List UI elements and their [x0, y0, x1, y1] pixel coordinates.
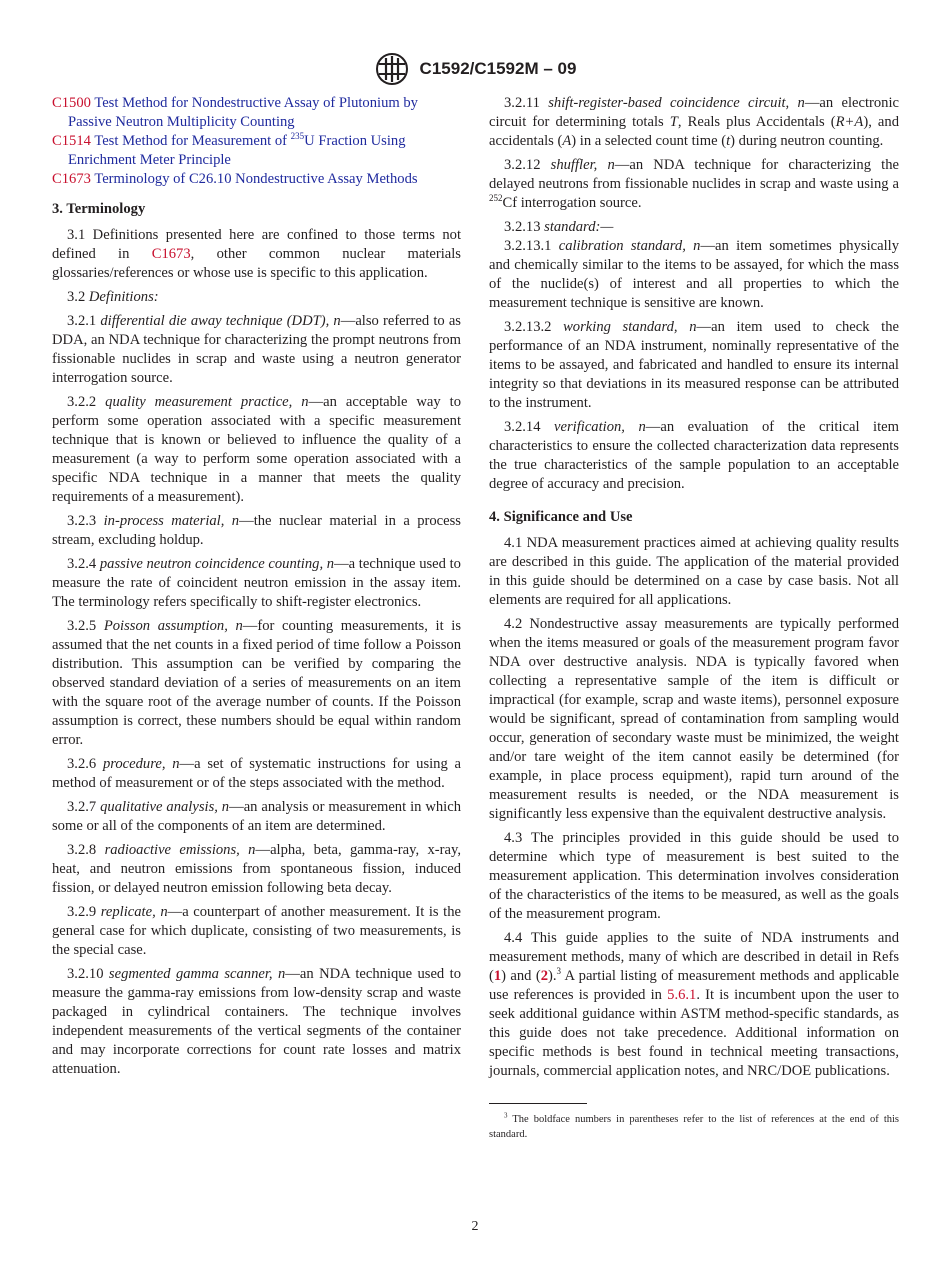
definition-3-2-13: 3.2.13 standard:—	[504, 219, 614, 235]
terminology-link[interactable]: C1673	[151, 246, 191, 262]
definition-term: verification, n	[554, 419, 646, 435]
definition-item: 3.2.14 verification, n—an evaluation of the critical item characteristics to ensure the collected characterization data represents the true characteristics of the sample population to an acceptable degree of accuracy and precision.	[489, 419, 899, 492]
reference-title[interactable]: Terminology of C26.10 Nondestructive Assay Methods	[94, 171, 418, 187]
definition-term: qualitative analysis, n	[100, 799, 230, 815]
definitions-list	[489, 237, 899, 494]
definition-item: 3.2.3 in-process material, n—the nuclear material in a process stream, excluding holdup.	[52, 513, 461, 548]
definition-term: passive neutron coincidence counting, n	[99, 556, 335, 572]
reference-title[interactable]: Test Method for Measurement of $^{235}$U Fraction Using Enrichment Meter Principle	[68, 131, 406, 168]
reference-link[interactable]: 2	[540, 968, 548, 984]
definition-item: 3.2.4 passive neutron coincidence counting, n—a technique used to measure the rate of coincident neutron emission in the assay item. The terminology refers specifically to shift-register electronics.	[52, 556, 461, 610]
section-link[interactable]: 5.6.1	[667, 987, 697, 1003]
footnote: $^3$ The boldface numbers in parentheses refer to the list of references at the end of this standard.	[489, 1111, 899, 1140]
paragraph-3-2: 3.2 Definitions:	[67, 289, 159, 305]
definition-item: 3.2.6 procedure, n—a set of systematic instructions for using a method of measurement or of the steps associated with the method.	[52, 756, 461, 791]
footnote-marker[interactable]: 3	[556, 966, 561, 977]
definition-item: 3.2.13.2 working standard, n—an item used to check the performance of an NDA instrument, nominally representative of the items to be assayed, and fabricated and handled to ensure its internal integrity so that deviations in its measured response can be attributed to the instrument.	[489, 319, 900, 411]
definition-term: radioactive emissions, n	[104, 842, 256, 858]
paragraph-3-1: 3.1 Definitions presented here are confined to those terms not defined in C1673, other common nuclear materials glossaries/references or whose use is specific to this application.	[52, 227, 461, 281]
reference-item	[52, 170, 461, 189]
page-header	[0, 52, 950, 86]
definition-term: in-process material, n	[103, 513, 240, 529]
reference-code[interactable]: C1500	[52, 95, 91, 111]
definition-item: 3.2.9 replicate, n—a counterpart of another measurement. It is the general case for which duplicate, consisting of two measurements, is the special case.	[52, 904, 462, 958]
definition-item: 3.2.10 segmented gamma scanner, n—an NDA technique used to measure the gamma-ray emissions from low-density scrap and waste packaged in cylindrical containers. The technique involves independent measurements of the vertical segments of the container and may incorporate corrections for count rate losses and matrix attenuation.	[52, 966, 462, 1077]
definition-item: 3.2.7 qualitative analysis, n—an analysis or measurement in which some or all of the components of an item are determined.	[52, 799, 461, 834]
definition-term: procedure, n	[102, 756, 180, 772]
definition-3-2-12: 3.2.12 shuffler, n—an NDA technique for characterizing the delayed neutrons from fissionable nuclides in scrap and waste using a $^{252}$Cf interrogation source.	[489, 157, 899, 211]
paragraph-4-4: 4.4 This guide applies to the suite of NDA instruments and measurement methods, many of which are described in detail in Refs (1) and (2).$^3$ A partial listing of measurement methods and applicable use references is provided in 5.6.1. It is incumbent upon the user to seek additional guidance within ASTM method-specific standards, as this guide does not take precedence. Additional information on specific methods is best found in technical meeting transactions, journals, commercial application notes, and NRC/DOE publications.	[489, 930, 900, 1079]
definition-item: 3.2.13.1 calibration standard, n—an item sometimes physically and chemically similar to the items to be assayed, for which the mass of the nuclide(s) of interest and all properties to which the measurement technique is sensitive are known.	[489, 238, 899, 311]
definition-term: replicate, n	[100, 904, 168, 920]
paragraph-4-2: 4.2 Nondestructive assay measurements are typically performed when the items measured or goals of the measurement program favor NDA over destructive analysis. NDA is typically favored when collecting a representative sample of the item is difficult or impractical (for example, scrap and waste items), personnel exposure would be significant, spread of contamination from sampling would occur, generation of secondary waste must be minimized, the weight and/or tare weight of the item cannot easily be determined (for example, in place process equipment), rapid turn around of the measurement results is needed, or the NDA measurement is significantly less expensive than the equivalent destructive analysis.	[489, 616, 899, 822]
astm-logo-icon	[374, 52, 410, 86]
definition-item: 3.2.1 differential die away technique (DDT), n—also referred to as DDA, an NDA technique for characterizing the prompt neutrons from fissionable nuclides in scrap and waste using a neutron generator interrogation source.	[52, 313, 461, 386]
reference-code[interactable]: C1673	[52, 171, 91, 187]
document-designation: C1592/C1592M – 09	[419, 59, 577, 78]
definition-term: working standard, n	[563, 319, 697, 335]
definition-term: quality measurement practice, n	[105, 394, 309, 410]
section-heading: 3. Terminology	[52, 201, 146, 217]
reference-title[interactable]: Test Method for Nondestructive Assay of Plutonium by Passive Neutron Multiplicity Counting	[68, 95, 418, 130]
reference-link[interactable]: 1	[493, 968, 502, 984]
section-heading: 4. Significance and Use	[489, 509, 633, 525]
definition-term: Poisson assumption, n	[103, 618, 243, 634]
definition-term: differential die away technique (DDT), n	[100, 313, 341, 329]
definition-item: 3.2.8 radioactive emissions, n—alpha, beta, gamma-ray, x-ray, heat, and neutron emissions from spontaneous fission, induced fission, or delayed neutron emission following beta decay.	[52, 842, 462, 896]
page-number: 2	[471, 1219, 479, 1234]
definition-term: segmented gamma scanner, n	[108, 966, 286, 982]
reference-code[interactable]: C1514	[52, 133, 91, 149]
definitions-list	[52, 312, 461, 1079]
definition-term: calibration standard, n	[558, 238, 701, 254]
footnote-divider	[489, 1103, 587, 1104]
reference-item	[52, 94, 461, 132]
right-column	[489, 94, 899, 1142]
definition-3-2-11: 3.2.11 shift-register-based coincidence circuit, n—an electronic circuit for determining totals T, Reals plus Accidentals (R+A), and accidentals (A) in a selected count time (t) during neutron counting.	[489, 95, 900, 149]
definition-item: 3.2.2 quality measurement practice, n—an acceptable way to perform some operation associated with a specific measurement technique that is known or believed to influence the quality of a measurement (a way to perform some operation associated with a specific NDA technique in a manner that meets the quality requirements of a measurement).	[52, 394, 462, 505]
definition-item: 3.2.5 Poisson assumption, n—for counting measurements, it is assumed that the net counts in a fixed period of time follow a Poisson distribution. This assumption can be verified by comparing the observed standard deviation of a series of measurements on an item with the square root of the average number of counts. If the Poisson assumption is correct, these numbers should be equal within random error.	[52, 618, 462, 748]
left-column	[52, 94, 461, 1084]
paragraph-4-1: 4.1 NDA measurement practices aimed at achieving quality results are described in this guide. The application of the material provided in this guide should be determined on a case by case basis. Not all elements are required for all applications.	[489, 535, 899, 608]
paragraph-4-3: 4.3 The principles provided in this guide should be used to determine which type of measurement is best suited to the measurement application. This determination involves consideration of the characteristics of the items to be measured, as well as the goals of the measurement program.	[489, 830, 899, 922]
reference-item	[52, 132, 461, 170]
